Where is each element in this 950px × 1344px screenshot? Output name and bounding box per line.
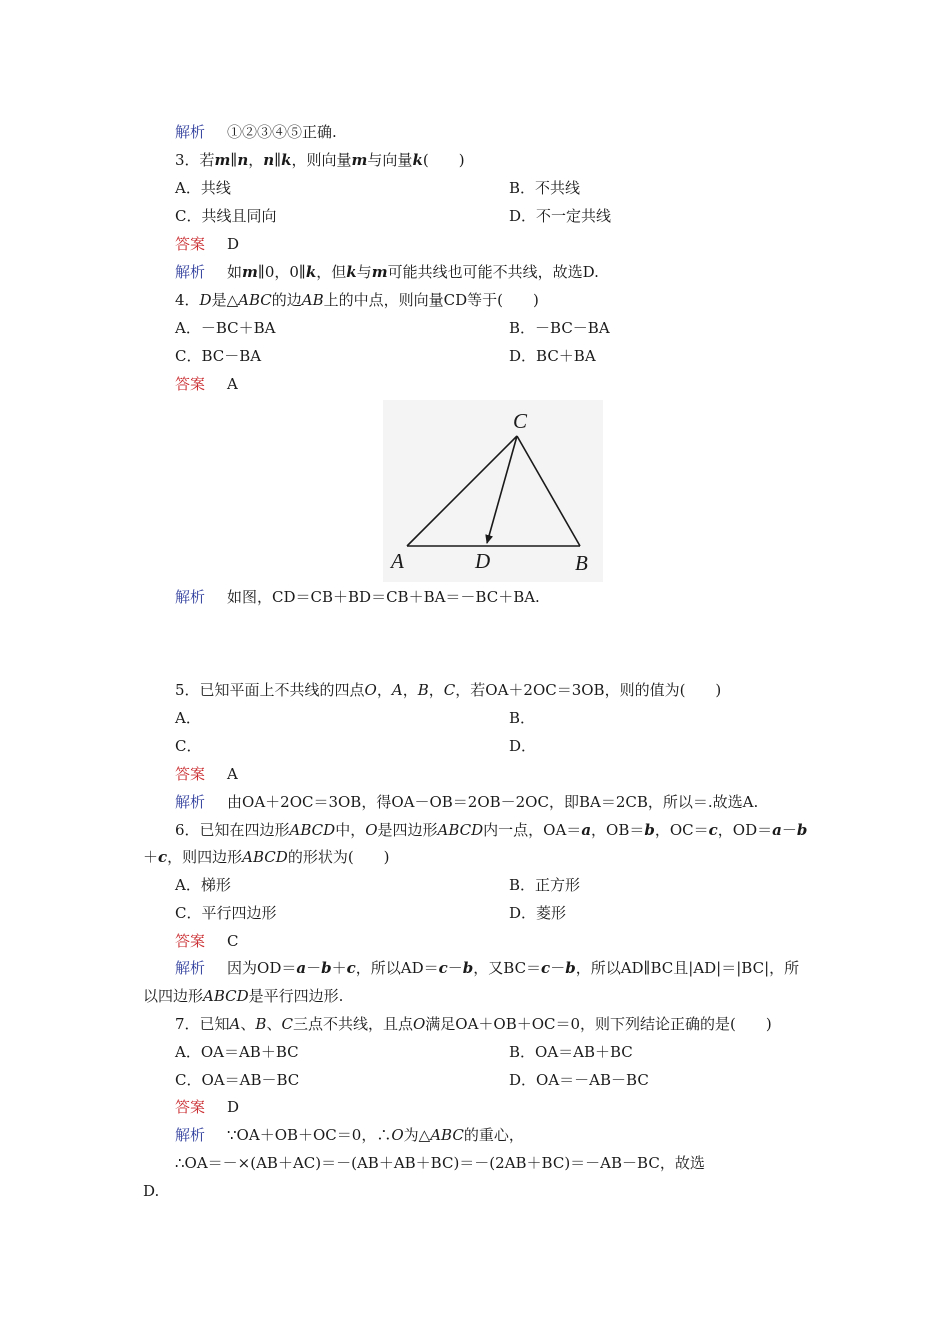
analysis-text: ∥0，0∥ bbox=[257, 263, 306, 281]
q7-answer bbox=[175, 1097, 239, 1117]
stem-text: 6．已知在四边形 bbox=[175, 821, 290, 839]
answer-tag: 答案 bbox=[175, 235, 206, 253]
q6-option-b: B．正方形 bbox=[509, 876, 581, 894]
side-ac bbox=[407, 436, 517, 546]
stem-text: ( ) bbox=[422, 151, 465, 169]
stem-text: ∥ bbox=[274, 151, 282, 169]
q6-analysis-line1 bbox=[175, 958, 799, 978]
stem-text: ，若OA＋2OC＝3OB，则的值为( ) bbox=[455, 681, 722, 699]
q5-analysis bbox=[175, 792, 758, 812]
vector-b: b bbox=[644, 821, 655, 839]
q3-stem bbox=[175, 150, 465, 170]
point-label: C bbox=[281, 1015, 293, 1033]
q3-option-b: B．不共线 bbox=[509, 179, 581, 197]
analysis-tag: 解析 bbox=[175, 263, 206, 281]
q5-option-c: C． bbox=[175, 737, 202, 755]
answer-value: A bbox=[227, 375, 238, 393]
analysis-text: 如 bbox=[227, 263, 243, 281]
q5-option-a: A． bbox=[175, 709, 201, 727]
q6-option-d: D．菱形 bbox=[509, 904, 567, 922]
vector-m: m bbox=[214, 151, 231, 169]
stem-text: 内一点，OA＝ bbox=[483, 821, 582, 839]
stem-text: － bbox=[781, 821, 797, 839]
q6-analysis-line2 bbox=[143, 986, 343, 1006]
q4-stem bbox=[175, 290, 539, 310]
analysis-text: 是平行四边形. bbox=[248, 987, 344, 1005]
analysis-text: 的重心， bbox=[463, 1126, 524, 1144]
q4-option-a: A．－BC＋BA bbox=[175, 319, 276, 337]
vertex-b-label: B bbox=[575, 551, 588, 575]
point-label: B bbox=[255, 1015, 267, 1033]
point-label: C bbox=[443, 681, 456, 699]
analysis-text: ，所以AD∥BC且|AD|＝|BC|，所 bbox=[575, 959, 800, 977]
q6-option-a: A．梯形 bbox=[175, 876, 231, 894]
q7-analysis-line1 bbox=[175, 1125, 524, 1145]
analysis-text: ，但 bbox=[316, 263, 347, 281]
vector-c: c bbox=[708, 821, 718, 839]
analysis-tag: 解析 bbox=[175, 588, 206, 606]
vertex-c-label: C bbox=[513, 409, 528, 433]
analysis-text: － bbox=[447, 959, 463, 977]
analysis-text: － bbox=[306, 959, 322, 977]
analysis-text: 由OA＋2OC＝3OB，得OA－OB＝2OB－2OC，即BA＝2CB，所以＝.故选A. bbox=[227, 793, 759, 811]
answer-tag: 答案 bbox=[175, 1098, 206, 1116]
vector-n: n bbox=[263, 151, 275, 169]
q3-answer bbox=[175, 234, 239, 254]
q7-stem bbox=[175, 1014, 772, 1034]
stem-text: 三点不共线，且点 bbox=[292, 1015, 413, 1033]
point-label: O bbox=[364, 681, 377, 699]
analysis-tag: 解析 bbox=[175, 959, 206, 977]
vector-k: k bbox=[305, 263, 317, 281]
analysis-text: 可能共线也可能不共线，故选D. bbox=[387, 263, 599, 281]
q5-option-b: B． bbox=[509, 709, 536, 727]
analysis-text: ，所以AD＝ bbox=[355, 959, 439, 977]
stem-text: ，OD＝ bbox=[717, 821, 773, 839]
quad-label: ABCD bbox=[203, 987, 249, 1005]
analysis-text: 以四边形 bbox=[143, 987, 204, 1005]
stem-text: 5．已知平面上不共线的四点 bbox=[175, 681, 365, 699]
point-label: O bbox=[365, 821, 378, 839]
vector-b: b bbox=[321, 959, 332, 977]
vector-c: c bbox=[438, 959, 448, 977]
q3-analysis bbox=[175, 262, 599, 282]
point-label: O bbox=[391, 1126, 404, 1144]
stem-text: 与向量 bbox=[367, 151, 413, 169]
vector-c: c bbox=[541, 959, 551, 977]
analysis-text: 与 bbox=[356, 263, 372, 281]
q3-option-a: A．共线 bbox=[175, 179, 231, 197]
answer-value: D bbox=[227, 1098, 240, 1116]
stem-text: 的边 bbox=[271, 291, 302, 309]
vector-c: c bbox=[158, 848, 168, 866]
quad-label: ABCD bbox=[437, 821, 484, 839]
analysis-tag: 解析 bbox=[175, 123, 206, 141]
quad-label: ABCD bbox=[242, 848, 288, 866]
analysis-text: 因为OD＝ bbox=[227, 959, 297, 977]
triangle-label: ABC bbox=[238, 291, 272, 309]
triangle-figure bbox=[383, 400, 603, 582]
q7-analysis-line3: D. bbox=[143, 1182, 160, 1200]
vector-m: m bbox=[242, 263, 258, 281]
stem-text: 是△ bbox=[211, 291, 239, 309]
vector-a: a bbox=[772, 821, 782, 839]
point-label: O bbox=[412, 1015, 426, 1033]
q7-option-d: D．OA＝－AB－BC bbox=[509, 1071, 649, 1089]
point-label: B bbox=[417, 681, 429, 699]
point-label: D bbox=[199, 291, 212, 309]
answer-tag: 答案 bbox=[175, 375, 206, 393]
q6-stem-line2 bbox=[143, 847, 390, 867]
q6-option-c: C．平行四边形 bbox=[175, 904, 277, 922]
q3-option-d: D．不一定共线 bbox=[509, 207, 612, 225]
vector-b: b bbox=[462, 959, 474, 977]
stem-text: ，则四边形 bbox=[167, 848, 243, 866]
stem-text: 的形状为( ) bbox=[287, 848, 390, 866]
q6-answer bbox=[175, 931, 239, 951]
q7-analysis-line2: ∴OA＝－×(AB＋AC)＝－(AB＋AB＋BC)＝－(2AB＋BC)＝－AB－BC，故选 bbox=[175, 1154, 705, 1172]
stem-text: ， bbox=[402, 681, 418, 699]
vector-a: a bbox=[581, 821, 592, 839]
point-label: A bbox=[229, 1015, 241, 1033]
stem-text: 4． bbox=[175, 291, 200, 309]
answer-value: C bbox=[227, 932, 239, 950]
q7-option-b: B．OA＝AB＋BC bbox=[509, 1043, 633, 1061]
stem-text: ， bbox=[428, 681, 444, 699]
stem-text: 、 bbox=[266, 1015, 282, 1033]
q2-analysis bbox=[175, 122, 337, 142]
analysis-text: 为△ bbox=[403, 1126, 431, 1144]
stem-text: 、 bbox=[240, 1015, 256, 1033]
side-bc bbox=[517, 436, 580, 546]
q5-option-d: D． bbox=[509, 737, 537, 755]
vector-n: n bbox=[237, 151, 249, 169]
vector-k: k bbox=[281, 151, 292, 169]
vector-k: k bbox=[412, 151, 423, 169]
stem-text: ＋ bbox=[143, 848, 159, 866]
q4-analysis bbox=[175, 587, 540, 607]
vector-a: a bbox=[296, 959, 307, 977]
q5-answer bbox=[175, 764, 238, 784]
q7-option-c: C．OA＝AB－BC bbox=[175, 1071, 300, 1089]
vertex-a-label: A bbox=[391, 549, 404, 573]
vector-b: b bbox=[796, 821, 808, 839]
analysis-text: ，又BC＝ bbox=[473, 959, 542, 977]
vector-m: m bbox=[351, 151, 368, 169]
analysis-text: ①②③④⑤正确. bbox=[227, 123, 337, 141]
analysis-text: － bbox=[550, 959, 566, 977]
answer-tag: 答案 bbox=[175, 932, 206, 950]
q4-option-d: D．BC＋BA bbox=[509, 347, 596, 365]
vector-c: c bbox=[346, 959, 356, 977]
stem-text: ， bbox=[376, 681, 392, 699]
stem-text: 3．若 bbox=[175, 151, 215, 169]
answer-value: A bbox=[227, 765, 238, 783]
segment-label: AB bbox=[301, 291, 324, 309]
stem-text: ， bbox=[248, 151, 264, 169]
analysis-tag: 解析 bbox=[175, 793, 206, 811]
stem-text: 中， bbox=[335, 821, 366, 839]
stem-text: ，OB＝ bbox=[591, 821, 645, 839]
stem-text: ，则向量 bbox=[291, 151, 352, 169]
analysis-text: ∵OA＋OB＋OC＝0，∴ bbox=[227, 1126, 392, 1144]
analysis-text: 如图，CD＝CB＋BD＝CB＋BA＝－BC＋BA. bbox=[227, 588, 540, 606]
stem-text: ，OC＝ bbox=[654, 821, 709, 839]
point-label: A bbox=[391, 681, 403, 699]
vector-k: k bbox=[346, 263, 357, 281]
answer-tag: 答案 bbox=[175, 765, 206, 783]
q4-option-c: C．BC－BA bbox=[175, 347, 262, 365]
q3-option-c: C．共线且同向 bbox=[175, 207, 277, 225]
stem-text: ∥ bbox=[230, 151, 238, 169]
point-d-label: D bbox=[475, 549, 491, 573]
q4-answer bbox=[175, 374, 238, 394]
analysis-text: ＋ bbox=[331, 959, 347, 977]
q7-option-a: A．OA＝AB＋BC bbox=[175, 1043, 299, 1061]
vector-b: b bbox=[565, 959, 576, 977]
quad-label: ABCD bbox=[289, 821, 336, 839]
q5-stem bbox=[175, 680, 721, 700]
vector-m: m bbox=[371, 263, 388, 281]
q6-stem-line1 bbox=[175, 820, 807, 840]
triangle-label: ABC bbox=[430, 1126, 464, 1144]
stem-text: 满足OA＋OB＋OC＝0，则下列结论正确的是( ) bbox=[425, 1015, 772, 1033]
stem-text: 是四边形 bbox=[377, 821, 438, 839]
answer-value: D bbox=[227, 235, 240, 253]
analysis-tag: 解析 bbox=[175, 1126, 206, 1144]
stem-text: 上的中点，则向量CD等于( ) bbox=[323, 291, 539, 309]
q4-option-b: B．－BC－BA bbox=[509, 319, 610, 337]
stem-text: 7．已知 bbox=[175, 1015, 230, 1033]
